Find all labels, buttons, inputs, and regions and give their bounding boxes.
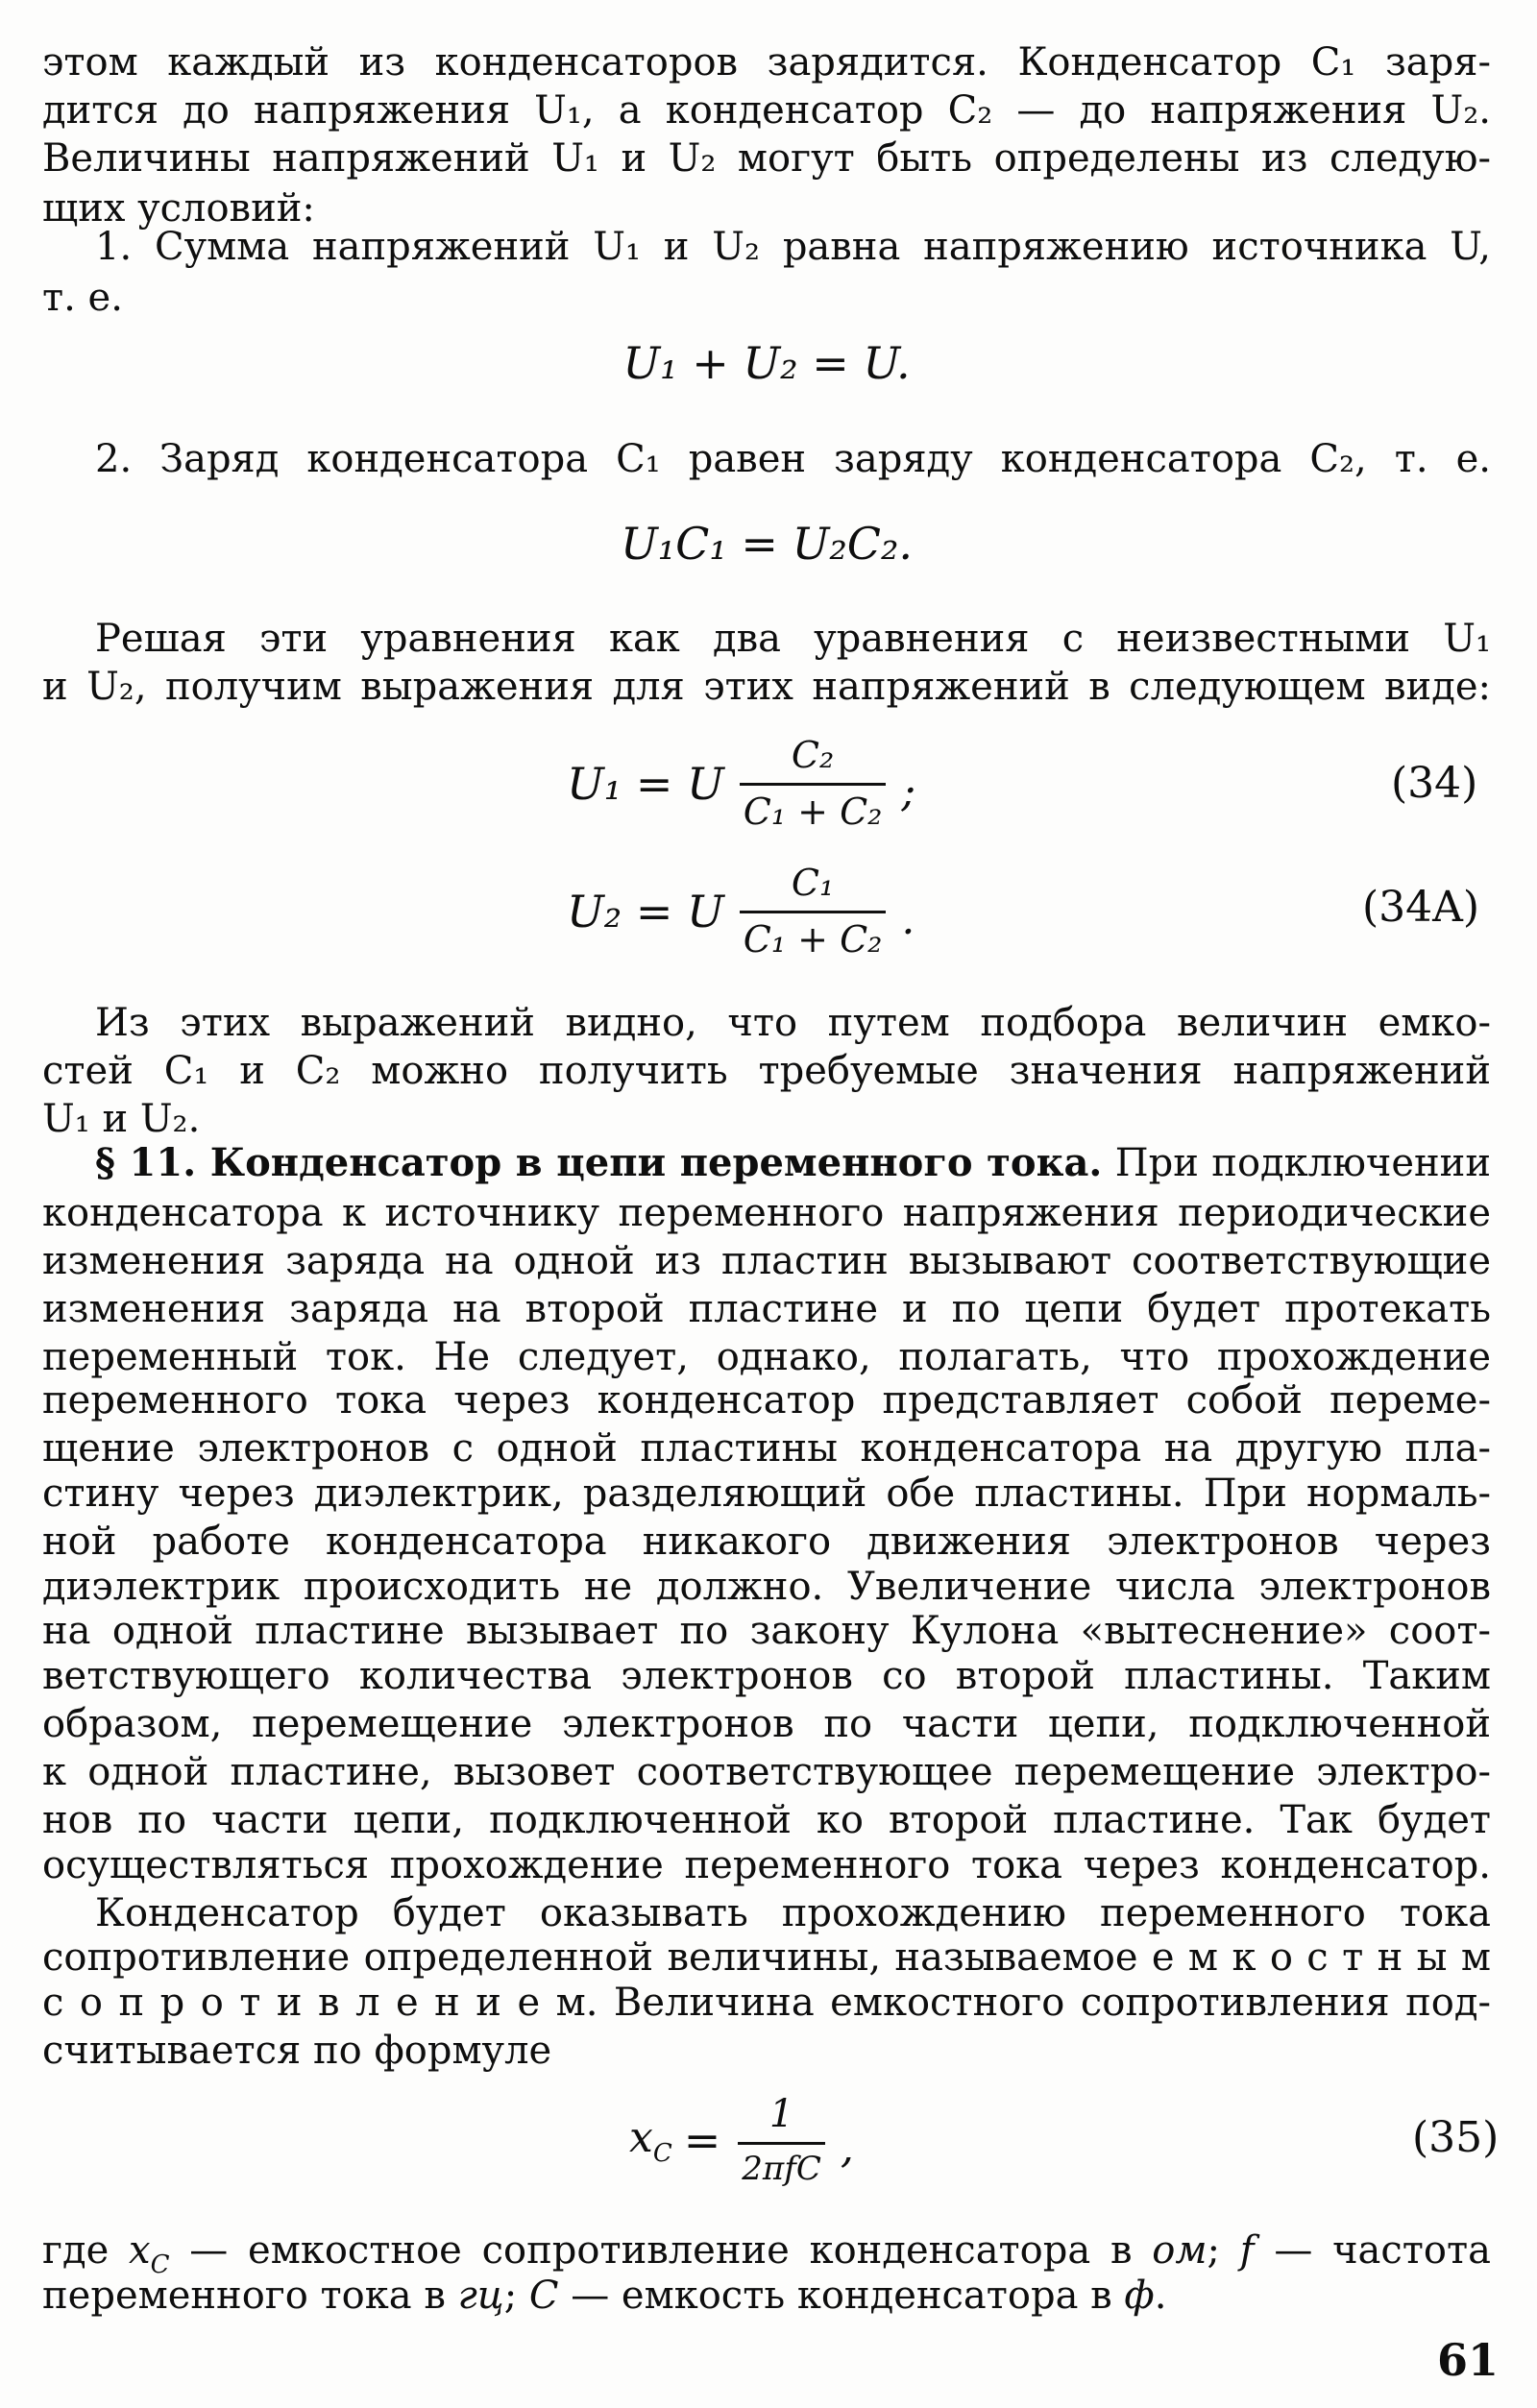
formula-35-var-letter: x xyxy=(629,2112,653,2162)
formula-35-var-subscript: C xyxy=(652,2138,672,2168)
text-line: диэлектрик происходить не должно. Увеличение числа электронов xyxy=(42,1565,1491,1609)
where-unit-hz: гц xyxy=(457,2274,504,2318)
text-line: с о п р о т и в л е н и е м. Величина емкостного сопротивления под- xyxy=(42,1981,1491,2025)
text-line: 2. Заряд конденсатора C₁ равен заряду конденсатора C₂, т. е. xyxy=(95,437,1491,481)
where-text: ; xyxy=(503,2274,529,2318)
text-line: щих условий: xyxy=(42,186,315,231)
where-clause-line xyxy=(42,2272,1491,2320)
text-line: т. е. xyxy=(42,276,123,320)
formula-35-equals: = xyxy=(683,2114,721,2166)
formula-34a-lhs: U₂ = U xyxy=(567,886,724,937)
where-text: — емкость конденсатора в xyxy=(558,2274,1125,2318)
formula-35-punctuation: , xyxy=(840,2123,854,2173)
text-line: переменного тока через конденсатор представляет собой переме- xyxy=(42,1378,1491,1423)
where-text: переменного тока в xyxy=(42,2274,458,2318)
text-line: сопротивление определенной величины, называемое е м к о с т н ы м xyxy=(42,1935,1491,1980)
formula-35-denominator: 2πfC xyxy=(742,2149,821,2188)
formula-35-label: (35) xyxy=(1412,2113,1500,2162)
formula-34a-denominator: C₁ + C₂ xyxy=(743,917,883,961)
where-text: где xyxy=(42,2228,130,2273)
formula-34-denominator: C₁ + C₂ xyxy=(743,790,883,833)
formula-34 xyxy=(567,728,915,839)
where-text: ; xyxy=(1207,2228,1240,2273)
formula-34-label: (34) xyxy=(1391,759,1478,808)
text-line: осуществляться прохождение переменного тока через конденсатор. xyxy=(42,1843,1491,1887)
text-line: ной работе конденсатора никакого движения электронов через xyxy=(42,1520,1491,1564)
text-line: щение электронов с одной пластины конденсатора на другую пла- xyxy=(42,1426,1491,1471)
formula-34-fraction xyxy=(740,735,887,833)
text-line: Конденсатор будет оказывать прохождению переменного тока xyxy=(95,1891,1491,1935)
text-line: Величины напряжений U₁ и U₂ могут быть определены из следую- xyxy=(42,136,1491,181)
text-line: переменный ток. Не следует, однако, полагать, что прохождение xyxy=(42,1335,1491,1379)
formula-34-punctuation: ; xyxy=(901,766,916,816)
text-line: дится до напряжения U₁, а конденсатор C₂ — до напряжения U₂. xyxy=(42,88,1491,133)
text-line: образом, перемещение электронов по части цепи, подключенной xyxy=(42,1702,1491,1746)
where-text: — емкостное сопротивление конденсатора в xyxy=(169,2228,1153,2273)
formula-35-fraction xyxy=(738,2092,825,2188)
text-line: стей C₁ и C₂ можно получить требуемые значения напряжений xyxy=(42,1049,1491,1093)
text-line: нов по части цепи, подключенной ко второй пластине. Так будет xyxy=(42,1798,1491,1842)
formula-34-numerator: C₂ xyxy=(740,735,887,786)
where-text: — частота xyxy=(1254,2228,1491,2273)
text-line: к одной пластине, вызовет соответствующее перемещение электро- xyxy=(42,1750,1491,1794)
formula-34a-fraction xyxy=(740,863,887,961)
text-line: изменения заряда на одной из пластин вызывают соответствующие xyxy=(42,1239,1491,1283)
formula-34a-numerator: C₁ xyxy=(740,863,887,913)
page-number: 61 xyxy=(1437,2334,1500,2386)
text-line: Из этих выражений видно, что путем подбора величин емко- xyxy=(95,1001,1491,1045)
formula-voltage-sum: U₁ + U₂ = U. xyxy=(622,337,911,389)
text-line: на одной пластине вызывает по закону Кулона «вытеснение» соот- xyxy=(42,1609,1491,1653)
formula-35-variable xyxy=(629,2113,672,2168)
section-heading: § 11. Конденсатор в цепи переменного тока. xyxy=(95,1140,1103,1185)
where-var-x-subscript: C xyxy=(150,2250,170,2279)
text-line: считывается по формуле xyxy=(42,2029,552,2073)
text-line: 1. Сумма напряжений U₁ и U₂ равна напряжению источника U, xyxy=(95,225,1491,269)
text-line: конденсатора к источнику переменного напряжения периодические xyxy=(42,1191,1491,1235)
where-text: . xyxy=(1154,2274,1167,2318)
formula-35-numerator: 1 xyxy=(738,2092,825,2145)
where-var-x: x xyxy=(129,2228,151,2273)
text-line: U₁ и U₂. xyxy=(42,1097,201,1141)
text-line: стину через диэлектрик, разделяющий обе пластины. При нормаль- xyxy=(42,1472,1491,1516)
where-var-c: C xyxy=(528,2274,559,2318)
section-heading-line xyxy=(42,1139,1491,1187)
where-unit-farad: ф xyxy=(1124,2274,1155,2318)
text-line: ветствующего количества электронов со второй пластины. Таким xyxy=(42,1654,1491,1698)
text-line: Решая эти уравнения как два уравнения с неизвестными U₁ xyxy=(95,617,1491,661)
text-line: и U₂, получим выражения для этих напряжений в следующем виде: xyxy=(42,665,1491,709)
formula-35 xyxy=(629,2088,854,2192)
formula-34-lhs: U₁ = U xyxy=(567,758,724,810)
text-line: изменения заряда на второй пластине и по цепи будет протекать xyxy=(42,1287,1491,1331)
where-unit-ohm: ом xyxy=(1152,2228,1208,2273)
formula-34a-label: (34A) xyxy=(1362,883,1480,932)
section-heading-rest: При подключении xyxy=(1102,1141,1492,1185)
text-line: этом каждый из конденсаторов зарядится. Конденсатор C₁ заря- xyxy=(42,40,1491,85)
formula-34a xyxy=(567,856,915,967)
where-var-f: f xyxy=(1239,2228,1255,2273)
formula-charge-equality: U₁C₁ = U₂C₂. xyxy=(620,518,914,570)
formula-34a-punctuation: . xyxy=(901,894,915,944)
